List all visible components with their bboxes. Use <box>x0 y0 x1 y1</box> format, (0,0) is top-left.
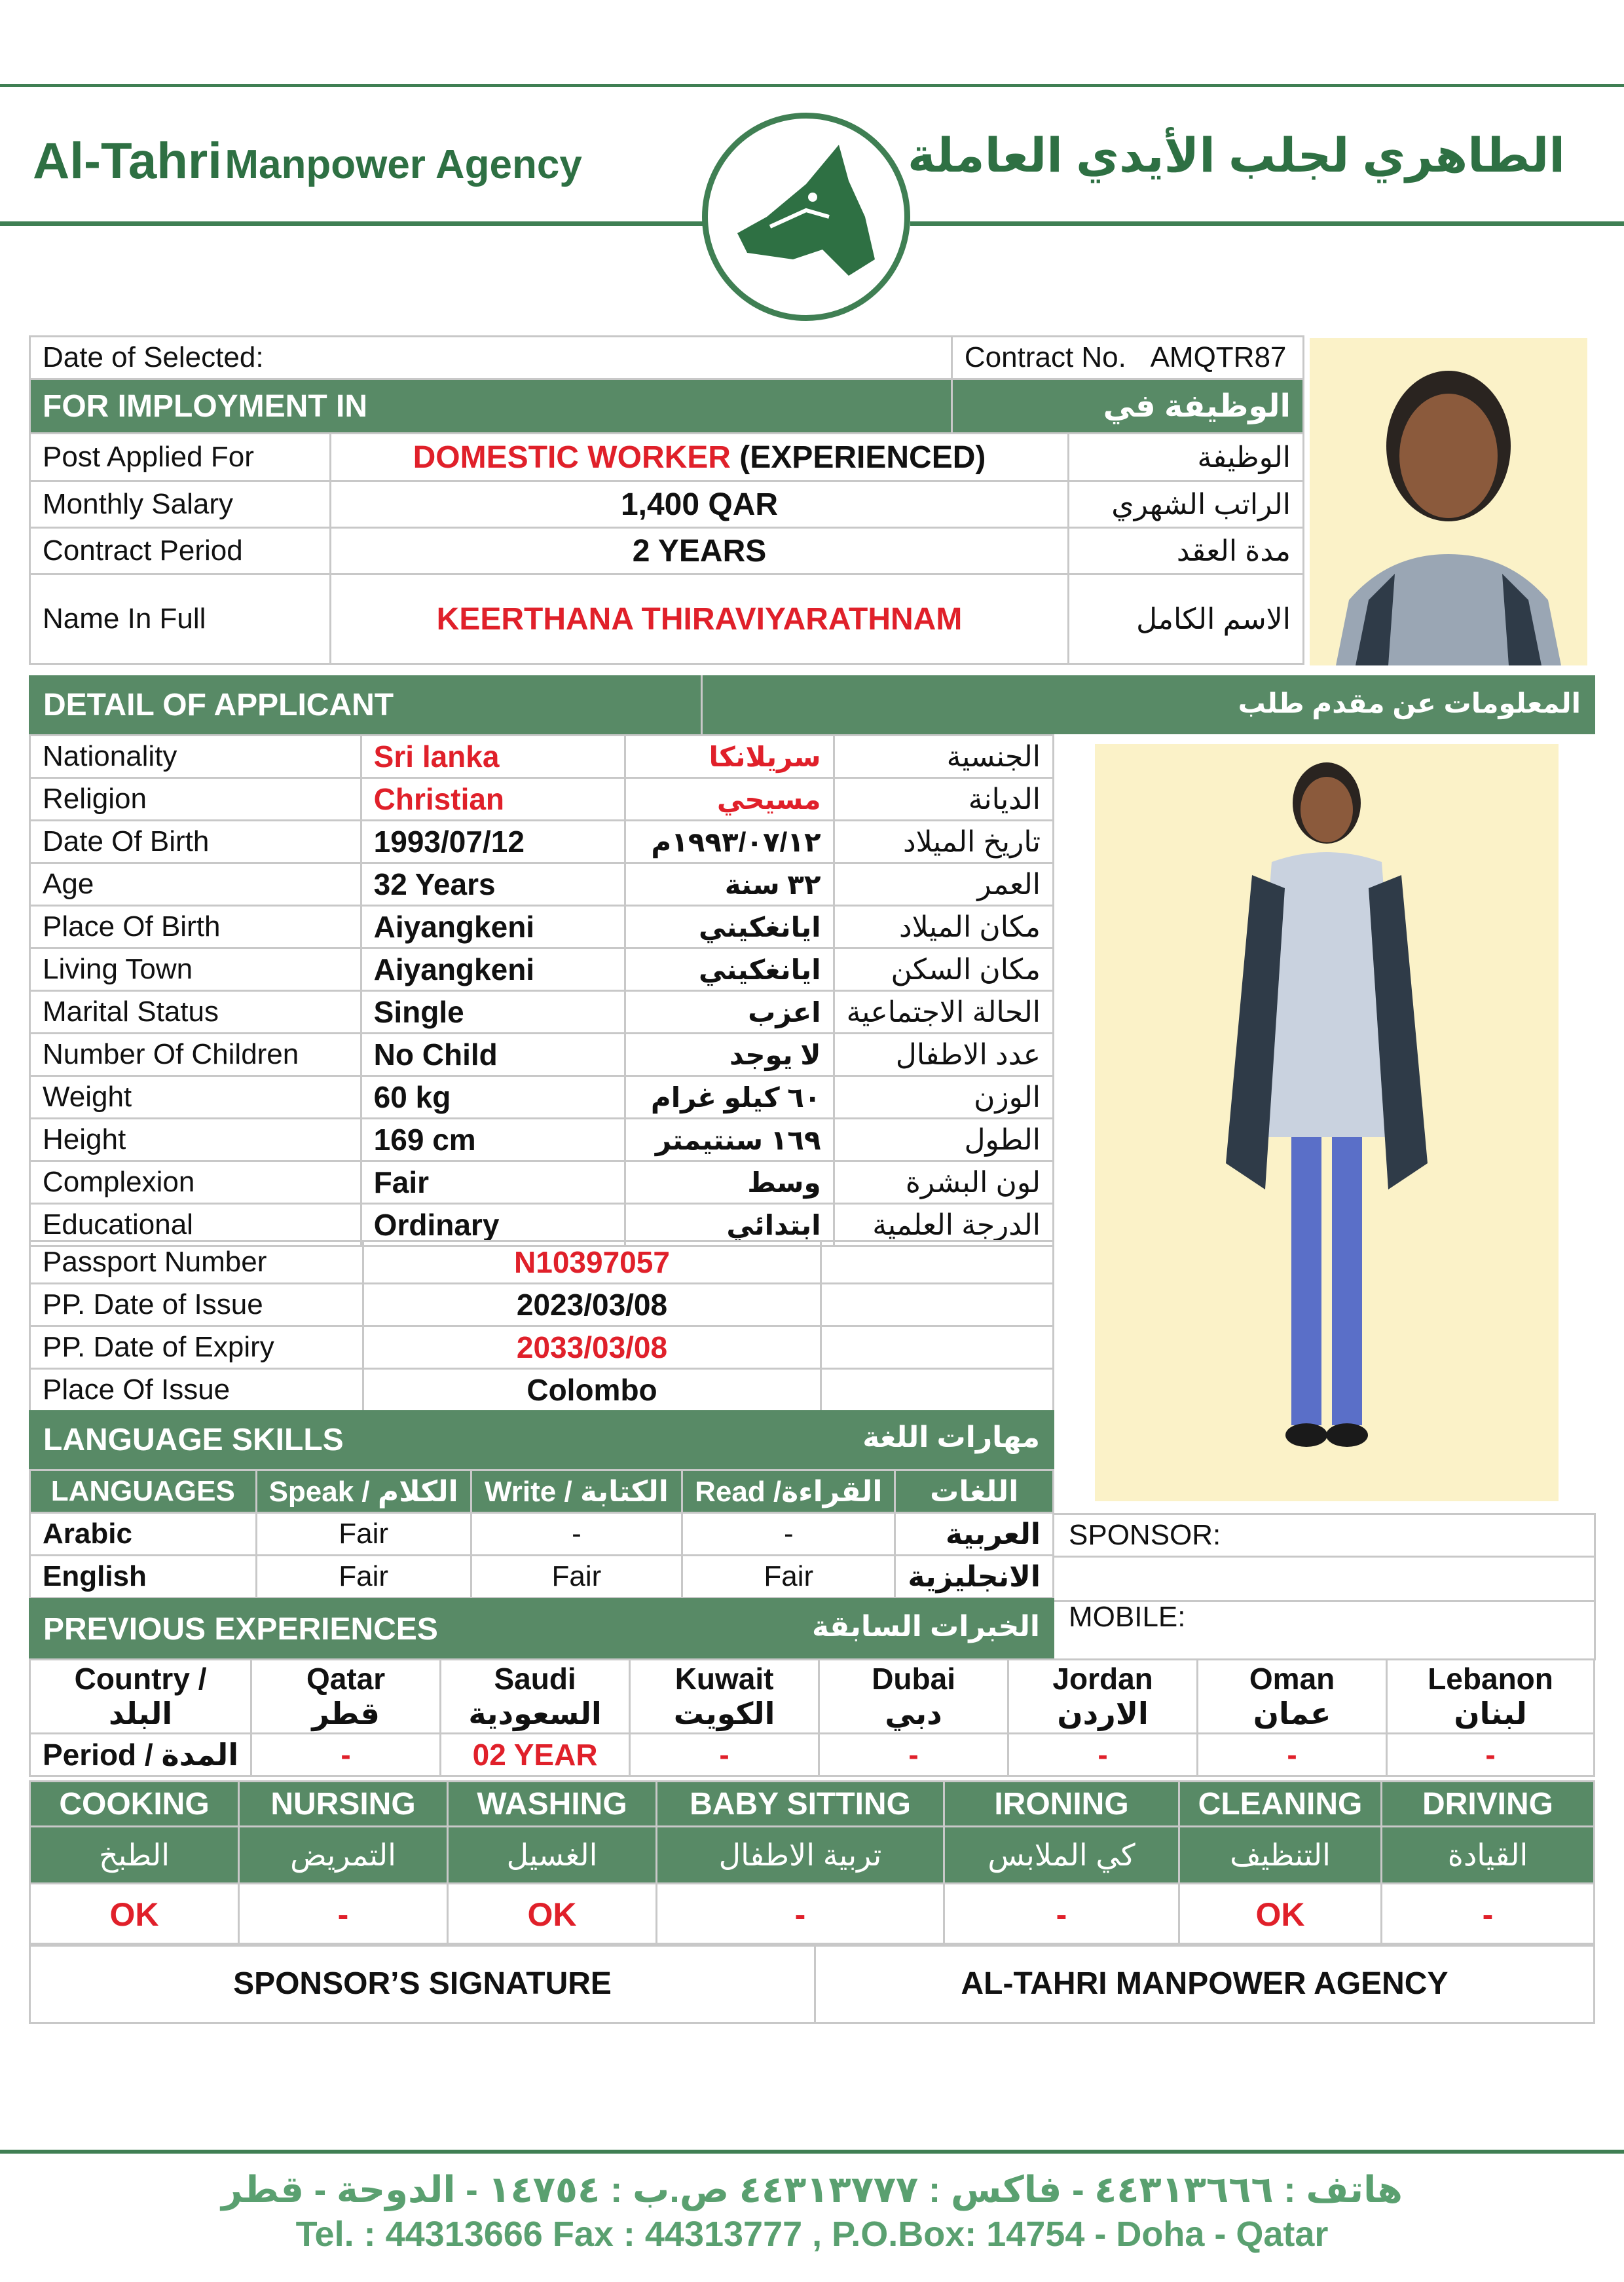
language-read: - <box>682 1513 895 1556</box>
full-name-label: Name In Full <box>30 574 331 664</box>
detail-row <box>30 991 1054 1034</box>
language-header: اللغات <box>895 1470 1054 1513</box>
employment-title-en: FOR IMPLOYMENT IN <box>30 379 952 434</box>
horse-head-logo-icon <box>702 113 910 321</box>
applicant-title-bar <box>29 675 1595 734</box>
contract-label: Contract No. <box>964 341 1126 373</box>
detail-value: 60 kg <box>361 1076 625 1119</box>
detail-label: Nationality <box>30 736 361 778</box>
country-header <box>1008 1660 1198 1734</box>
detail-value: Sri lanka <box>361 736 625 778</box>
language-name: Arabic <box>30 1513 257 1556</box>
skills-value-row <box>30 1884 1595 1946</box>
passport-label: PP. Date of Issue <box>30 1284 363 1326</box>
skill-value: - <box>1382 1884 1595 1946</box>
post-label-ar: الوظيفة <box>1069 434 1304 481</box>
country-en: Country / <box>74 1662 207 1696</box>
language-title-bar <box>29 1410 1054 1469</box>
detail-row <box>30 1076 1054 1119</box>
country-ar: عمان <box>1253 1696 1331 1730</box>
country-header <box>1198 1660 1387 1734</box>
period-value: - <box>251 1734 441 1776</box>
period-value: - <box>1198 1734 1387 1776</box>
language-write: Fair <box>471 1556 682 1598</box>
skill-value: OK <box>448 1884 657 1946</box>
country-ar: قطر <box>312 1696 380 1730</box>
detail-label-ar: الوزن <box>834 1076 1053 1119</box>
language-title-en: LANGUAGE SKILLS <box>43 1423 344 1457</box>
detail-label-ar: عدد الاطفال <box>834 1034 1053 1076</box>
detail-value-ar: وسط <box>625 1161 834 1204</box>
skill-name-ar: تربية الاطفال <box>657 1827 944 1884</box>
footer-contact-ar: هاتف : ٤٤٣١٣٦٦٦ - فاكس : ٤٤٣١٣٧٧٧ ص.ب : ١٤٧٥٤ - الدوحة - قطر <box>221 2169 1403 2210</box>
country-header <box>30 1660 251 1734</box>
country-en: Jordan <box>1052 1662 1153 1696</box>
period-row <box>30 1734 1595 1776</box>
period-value: - <box>819 1734 1008 1776</box>
detail-value-ar: ايانغكيني <box>625 906 834 948</box>
detail-label-ar: الطول <box>834 1119 1053 1161</box>
country-en: Qatar <box>306 1662 386 1696</box>
country-en: Oman <box>1249 1662 1335 1696</box>
skill-name-en: WASHING <box>448 1782 657 1827</box>
footer-contact-en: Tel. : 44313666 Fax : 44313777 , P.O.Box: 14754 - Doha - Qatar <box>295 2215 1329 2254</box>
contract-period-label-ar: مدة العقد <box>1069 528 1304 574</box>
sponsor-divider <box>1054 1556 1594 1558</box>
country-ar: السعودية <box>468 1696 602 1730</box>
post-value <box>331 434 1069 481</box>
country-ar: الكويت <box>673 1696 775 1730</box>
country-header <box>630 1660 819 1734</box>
detail-value-ar: لا يوجد <box>625 1034 834 1076</box>
skill-name-en: CLEANING <box>1179 1782 1382 1827</box>
skill-name-ar: الطبخ <box>30 1827 239 1884</box>
skill-name-ar: كي الملابس <box>944 1827 1179 1884</box>
full-body-photo <box>1095 744 1559 1501</box>
passport-empty <box>821 1326 1054 1369</box>
detail-value: 1993/07/12 <box>361 821 625 863</box>
country-header <box>441 1660 630 1734</box>
skill-name-ar: الغسيل <box>448 1827 657 1884</box>
skill-name-en: COOKING <box>30 1782 239 1827</box>
language-write: - <box>471 1513 682 1556</box>
passport-row <box>30 1326 1054 1369</box>
detail-label: Place Of Birth <box>30 906 361 948</box>
detail-label: Weight <box>30 1076 361 1119</box>
agency-name-en-sub: Manpower Agency <box>225 142 582 187</box>
language-read: Fair <box>682 1556 895 1598</box>
agency-name-ar: الطاهري لجلب الأيدي العاملة <box>907 130 1565 182</box>
country-en: Dubai <box>872 1662 955 1696</box>
contract-period-label: Contract Period <box>30 528 331 574</box>
detail-label: Date Of Birth <box>30 821 361 863</box>
detail-value: Fair <box>361 1161 625 1204</box>
country-ar: دبي <box>885 1696 942 1730</box>
footer-rule <box>0 2150 1624 2154</box>
skills-en-row <box>30 1782 1595 1827</box>
language-row <box>30 1513 1054 1556</box>
detail-label-ar: الجنسية <box>834 736 1053 778</box>
agency-name-en <box>33 131 582 191</box>
detail-label-ar: مكان السكن <box>834 948 1053 991</box>
experience-title-en: PREVIOUS EXPERIENCES <box>43 1612 438 1647</box>
country-en: Saudi <box>494 1662 576 1696</box>
header-top-rule <box>0 84 1624 87</box>
skill-name-ar: التمريض <box>239 1827 448 1884</box>
detail-label: Number Of Children <box>30 1034 361 1076</box>
passport-value: N10397057 <box>363 1241 821 1284</box>
detail-row <box>30 863 1054 906</box>
detail-row <box>30 1119 1054 1161</box>
country-row <box>30 1660 1595 1734</box>
portrait-photo <box>1310 338 1587 665</box>
passport-empty <box>821 1369 1054 1412</box>
experience-title-ar: الخبرات السابقة <box>812 1611 1040 1643</box>
contract-number: AMQTR87 <box>1150 341 1287 373</box>
period-value: - <box>1008 1734 1198 1776</box>
detail-value-ar: ابتدائي <box>625 1204 834 1246</box>
letterhead <box>0 0 1624 269</box>
skill-value: - <box>944 1884 1179 1946</box>
agency-name-en-main: Al-Tahri <box>33 132 222 189</box>
detail-row <box>30 736 1054 778</box>
country-ar: الاردن <box>1057 1696 1149 1730</box>
country-header <box>1387 1660 1595 1734</box>
country-ar: لبنان <box>1454 1696 1527 1730</box>
detail-label: Living Town <box>30 948 361 991</box>
language-header-row <box>30 1470 1054 1513</box>
employment-title-ar: الوظيفة في <box>951 379 1303 434</box>
country-header <box>819 1660 1008 1734</box>
language-title-ar: مهارات اللغة <box>862 1421 1040 1453</box>
skill-value: OK <box>30 1884 239 1946</box>
skill-name-en: IRONING <box>944 1782 1179 1827</box>
language-header: Speak / الكلام <box>256 1470 471 1513</box>
detail-label-ar: الحالة الاجتماعية <box>834 991 1053 1034</box>
passport-row <box>30 1284 1054 1326</box>
country-en: Lebanon <box>1428 1662 1553 1696</box>
period-value: - <box>630 1734 819 1776</box>
detail-label-ar: لون البشرة <box>834 1161 1053 1204</box>
agency-signature-label: AL-TAHRI MANPOWER AGENCY <box>815 1944 1595 2023</box>
skill-value: - <box>239 1884 448 1946</box>
detail-row <box>30 948 1054 991</box>
detail-value: Ordinary <box>361 1204 625 1246</box>
detail-label-ar: العمر <box>834 863 1053 906</box>
sponsor-box <box>1054 1513 1596 1602</box>
detail-value: Single <box>361 991 625 1034</box>
country-header <box>251 1660 441 1734</box>
detail-row <box>30 1034 1054 1076</box>
detail-label: Age <box>30 863 361 906</box>
period-value: - <box>1387 1734 1595 1776</box>
post-value-sub: (EXPERIENCED) <box>739 440 986 475</box>
detail-label: Complexion <box>30 1161 361 1204</box>
detail-value-ar: مسيحي <box>625 778 834 821</box>
language-speak: Fair <box>256 1513 471 1556</box>
detail-label: Height <box>30 1119 361 1161</box>
language-header: Read /القراءة <box>682 1470 895 1513</box>
detail-row <box>30 906 1054 948</box>
title-bar-divider <box>701 675 703 734</box>
detail-row <box>30 778 1054 821</box>
language-row <box>30 1556 1054 1598</box>
post-value-main: DOMESTIC WORKER <box>413 440 731 475</box>
language-header: LANGUAGES <box>30 1470 257 1513</box>
passport-label: Passport Number <box>30 1241 363 1284</box>
signature-table <box>29 1943 1595 2024</box>
applicant-title-ar: المعلومات عن مقدم طلب <box>1238 688 1581 719</box>
employment-table <box>29 335 1304 665</box>
period-label: Period / المدة <box>30 1734 251 1776</box>
passport-table <box>29 1240 1054 1412</box>
detail-label: Marital Status <box>30 991 361 1034</box>
mobile-label: MOBILE: <box>1069 1601 1186 1633</box>
detail-label-ar: الدرجة العلمية <box>834 1204 1053 1246</box>
mobile-box <box>1054 1598 1596 1660</box>
language-table <box>29 1469 1054 1599</box>
skill-name-ar: التنظيف <box>1179 1827 1382 1884</box>
language-header: Write / الكتابة <box>471 1470 682 1513</box>
passport-value: 2023/03/08 <box>363 1284 821 1326</box>
sponsor-signature-label: SPONSOR’S SIGNATURE <box>30 1944 815 2023</box>
skill-name-en: NURSING <box>239 1782 448 1827</box>
detail-value-ar: ٣٢ سنة <box>625 863 834 906</box>
passport-row <box>30 1369 1054 1412</box>
post-label: Post Applied For <box>30 434 331 481</box>
skills-table <box>29 1780 1595 1947</box>
passport-label: PP. Date of Expiry <box>30 1326 363 1369</box>
country-ar: البلد <box>108 1696 173 1730</box>
applicant-title-en: DETAIL OF APPLICANT <box>43 688 394 722</box>
salary-value: 1,400 QAR <box>331 481 1069 528</box>
passport-label: Place Of Issue <box>30 1369 363 1412</box>
sponsor-label: SPONSOR: <box>1069 1519 1221 1551</box>
full-name-label-ar: الاسم الكامل <box>1069 574 1304 664</box>
language-name-ar: الانجليزية <box>895 1556 1054 1598</box>
salary-label-ar: الراتب الشهري <box>1069 481 1304 528</box>
experience-table <box>29 1658 1595 1777</box>
skill-value: - <box>657 1884 944 1946</box>
date-selected-label: Date of Selected: <box>30 337 952 379</box>
detail-value-ar: اعزب <box>625 991 834 1034</box>
skill-name-en: BABY SITTING <box>657 1782 944 1827</box>
applicant-table <box>29 734 1054 1247</box>
passport-empty <box>821 1284 1054 1326</box>
detail-label: Religion <box>30 778 361 821</box>
detail-value-ar: ١٦٩ سنتيمتر <box>625 1119 834 1161</box>
detail-value: Aiyangkeni <box>361 906 625 948</box>
skill-value: OK <box>1179 1884 1382 1946</box>
country-en: Kuwait <box>674 1662 774 1696</box>
passport-row <box>30 1241 1054 1284</box>
detail-value: Christian <box>361 778 625 821</box>
detail-row <box>30 821 1054 863</box>
header-rule-left <box>0 221 714 226</box>
passport-value: Colombo <box>363 1369 821 1412</box>
language-name: English <box>30 1556 257 1598</box>
detail-label: Educational <box>30 1204 361 1246</box>
contract-cell <box>951 337 1303 379</box>
header-rule-right <box>910 221 1624 226</box>
detail-value: No Child <box>361 1034 625 1076</box>
experience-title-bar <box>29 1598 1054 1658</box>
detail-row <box>30 1161 1054 1204</box>
detail-label-ar: تاريخ الميلاد <box>834 821 1053 863</box>
language-name-ar: العربية <box>895 1513 1054 1556</box>
skills-ar-row <box>30 1827 1595 1884</box>
language-speak: Fair <box>256 1556 471 1598</box>
passport-value: 2033/03/08 <box>363 1326 821 1369</box>
passport-empty <box>821 1241 1054 1284</box>
skill-name-en: DRIVING <box>1382 1782 1595 1827</box>
period-value: 02 YEAR <box>441 1734 630 1776</box>
detail-value-ar: ٦٠ كيلو غرام <box>625 1076 834 1119</box>
contract-period-value: 2 YEARS <box>331 528 1069 574</box>
skill-name-ar: القيادة <box>1382 1827 1595 1884</box>
salary-label: Monthly Salary <box>30 481 331 528</box>
detail-value: Aiyangkeni <box>361 948 625 991</box>
full-name-value: KEERTHANA THIRAVIYARATHNAM <box>331 574 1069 664</box>
detail-value: 169 cm <box>361 1119 625 1161</box>
detail-value: 32 Years <box>361 863 625 906</box>
detail-label-ar: الديانة <box>834 778 1053 821</box>
detail-label-ar: مكان الميلاد <box>834 906 1053 948</box>
detail-value-ar: سريلانكا <box>625 736 834 778</box>
detail-value-ar: ١٩٩٣/٠٧/١٢م <box>625 821 834 863</box>
detail-value-ar: ايانغكيني <box>625 948 834 991</box>
